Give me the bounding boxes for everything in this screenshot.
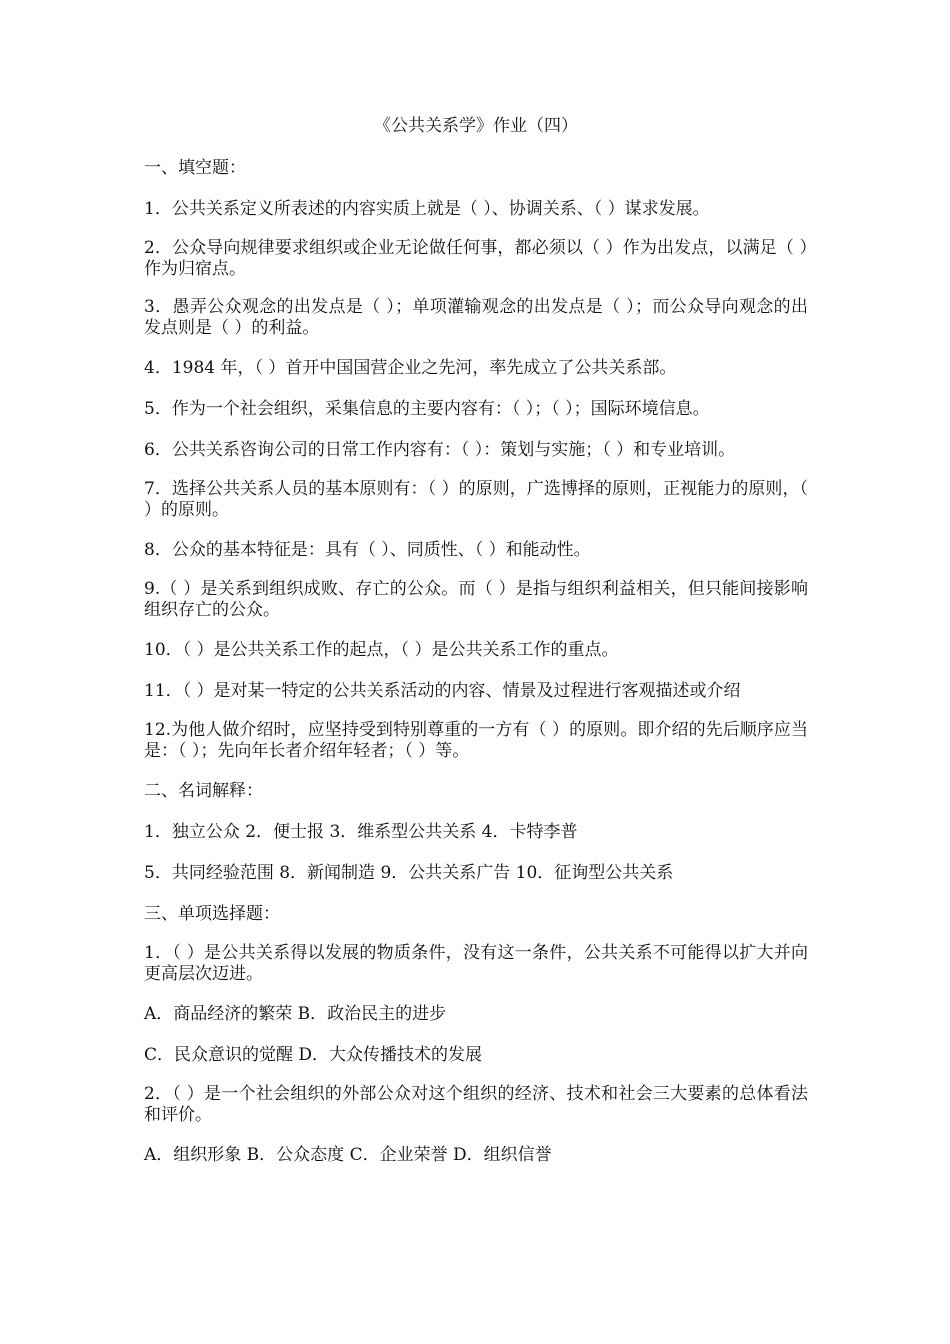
question-item: 9.（ ）是关系到组织成败、存亡的公众。而（ ）是指与组织利益相关，但只能间接影响组织存亡的公众。 <box>144 579 808 620</box>
question-item: 2．（ ）是一个社会组织的外部公众对这个组织的经济、技术和社会三大要素的总体看法和评价。 <box>144 1084 808 1125</box>
question-item: 1．（ ）是公共关系得以发展的物质条件，没有这一条件，公共关系不可能得以扩大并向更高层次迈进。 <box>144 943 808 984</box>
section-heading-single-choice: 三、单项选择题： <box>144 904 280 924</box>
question-item: 11．（ ）是对某一特定的公共关系活动的内容、情景及过程进行客观描述或介绍 <box>144 681 741 701</box>
question-item: 1．公共关系定义所表述的内容实质上就是（ ）、协调关系、（ ）谋求发展。 <box>144 199 710 219</box>
question-item: 3．愚弄公众观念的出发点是（ ）；单项灌输观念的出发点是（ ）；而公众导向观念的出发点则是（ ）的利益。 <box>144 297 808 338</box>
section-heading-fill-in: 一、填空题： <box>144 158 246 178</box>
choice-options: A．商品经济的繁荣 B．政治民主的进步 <box>144 1004 447 1024</box>
question-item: 12.为他人做介绍时，应坚持受到特别尊重的一方有（ ）的原则。即介绍的先后顺序应当是：（ ）；先向年长者介绍年轻者；（ ）等。 <box>144 720 808 761</box>
question-item: 6．公共关系咨询公司的日常工作内容有：（ ）：策划与实施；（ ）和专业培训。 <box>144 440 736 460</box>
question-item: 5．作为一个社会组织，采集信息的主要内容有：（ ）；（ ）；国际环境信息。 <box>144 399 710 419</box>
term-list-line: 5．共同经验范围 8．新闻制造 9．公共关系广告 10．征询型公共关系 <box>144 863 674 883</box>
document-body <box>144 114 808 1184</box>
question-item: 4．1984 年，（ ）首开中国国营企业之先河，率先成立了公共关系部。 <box>144 358 677 378</box>
question-item: 8．公众的基本特征是：具有（ ）、同质性、（ ）和能动性。 <box>144 540 591 560</box>
section-heading-terms: 二、名词解释： <box>144 781 263 801</box>
choice-options: C．民众意识的觉醒 D．大众传播技术的发展 <box>144 1045 483 1065</box>
term-list-line: 1．独立公众 2．便士报 3．维系型公共关系 4．卡特李普 <box>144 822 578 842</box>
question-item: 10．（ ）是公共关系工作的起点，（ ）是公共关系工作的重点。 <box>144 640 619 660</box>
question-item: 7．选择公共关系人员的基本原则有：（ ）的原则，广选博择的原则，正视能力的原则，（ ）的原则。 <box>144 479 808 520</box>
question-item: 2．公众导向规律要求组织或企业无论做任何事，都必须以（ ）作为出发点，以满足（ ）作为归宿点。 <box>144 238 808 279</box>
choice-options: A．组织形象 B．公众态度 C．企业荣誉 D．组织信誉 <box>144 1145 552 1165</box>
document-title: 《公共关系学》作业（四） <box>374 116 578 136</box>
